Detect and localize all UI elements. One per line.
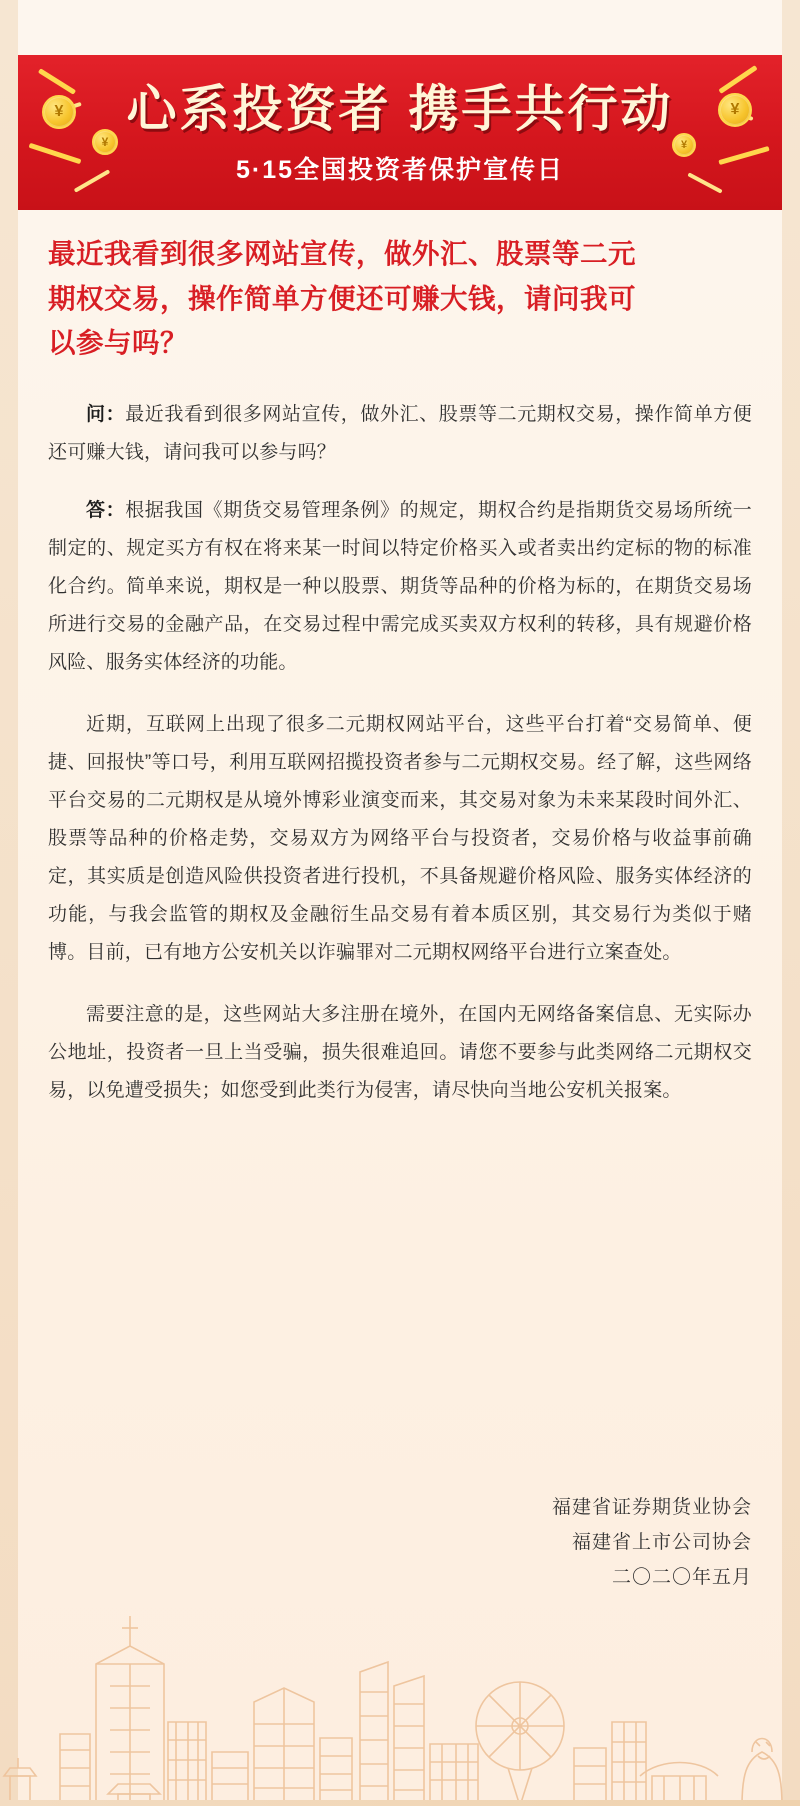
answer-paragraph-2: 近期，互联网上出现了很多二元期权网站平台，这些平台打着“交易简单、便捷、回报快”等口号，利用互联网招揽投资者参与二元期权交易。经了解，这些网络平台交易的二元期权是从境外博彩业演变而来，其交易对象为未来某段时间外汇、股票等品种的价格走势，交易双方为网络平台与投资者，交易价格与收益事前确定，其实质是创造风险供投资者进行投机，不具备规避价格风险、服务实体经济的功能，与我会监管的期权及金融衍生品交易有着本质区别，其交易行为类似于赌博。目前，已有地方公安机关以诈骗罪对二元期权网络平台进行立案查处。 <box>48 713 752 963</box>
coin-icon <box>672 133 696 157</box>
question-label: 问： <box>86 403 126 425</box>
coin-glyph: ¥ <box>680 139 688 151</box>
left-decorative-rail <box>0 0 18 1806</box>
question-text: 最近我看到很多网站宣传，做外汇、股票等二元期权交易，操作简单方便还可赚大钱，请问我可以参与吗？ <box>48 403 752 463</box>
ribbon-decoration <box>74 169 111 192</box>
ribbon-decoration <box>29 143 82 164</box>
right-decorative-rail <box>782 0 800 1806</box>
bottom-strip <box>0 1800 800 1806</box>
signature-line-2: 福建省上市公司协会 <box>571 1532 752 1554</box>
coin-icon <box>92 129 118 155</box>
signature-block <box>552 1490 752 1595</box>
question-paragraph <box>48 396 752 472</box>
coin-icon <box>42 95 76 129</box>
coin-glyph: ¥ <box>730 101 740 118</box>
ribbon-decoration <box>687 172 722 193</box>
signature-line-3: 二〇二〇年五月 <box>611 1567 752 1589</box>
banner-subtitle: 5·15全国投资者保护宣传日 <box>235 155 565 184</box>
coin-glyph: ¥ <box>54 103 64 120</box>
signature-line-1: 福建省证券期货业协会 <box>551 1497 752 1518</box>
banner <box>18 55 782 210</box>
coin-glyph: ¥ <box>101 135 109 149</box>
article-content <box>48 232 752 1134</box>
ribbon-decoration <box>718 146 769 165</box>
ribbon-decoration <box>718 65 757 94</box>
page-title: 最近我看到很多网站宣传，做外汇、股票等二元期权交易，操作简单方便还可赚大钱，请问我可以参与吗？ <box>48 238 636 359</box>
answer-paragraph-1 <box>48 492 752 682</box>
answer-text-1: 根据我国《期货交易管理条例》的规定，期权合约是指期货交易场所统一制定的、规定买方有权在将来某一时间以特定价格买入或者卖出约定标的物的标准化合约。简单来说，期权是一种以股票、期货等品种的价格为标的，在期货交易场所进行交易的金融产品，在交易过程中需完成买卖双方权利的转移，具有规避价格风险、服务实体经济的功能。 <box>48 499 752 673</box>
banner-title: 心系投资者 携手共行动 <box>126 81 674 138</box>
ribbon-decoration <box>38 68 76 94</box>
answer-label: 答： <box>86 499 126 521</box>
coin-icon <box>718 93 752 127</box>
answer-paragraph-3: 需要注意的是，这些网站大多注册在境外，在国内无网络备案信息、无实际办公地址，投资者一旦上当受骗，损失很难追回。请您不要参与此类网络二元期权交易，以免遭受损失；如您受到此类行为侵害，请尽快向当地公安机关报案。 <box>48 1003 752 1101</box>
